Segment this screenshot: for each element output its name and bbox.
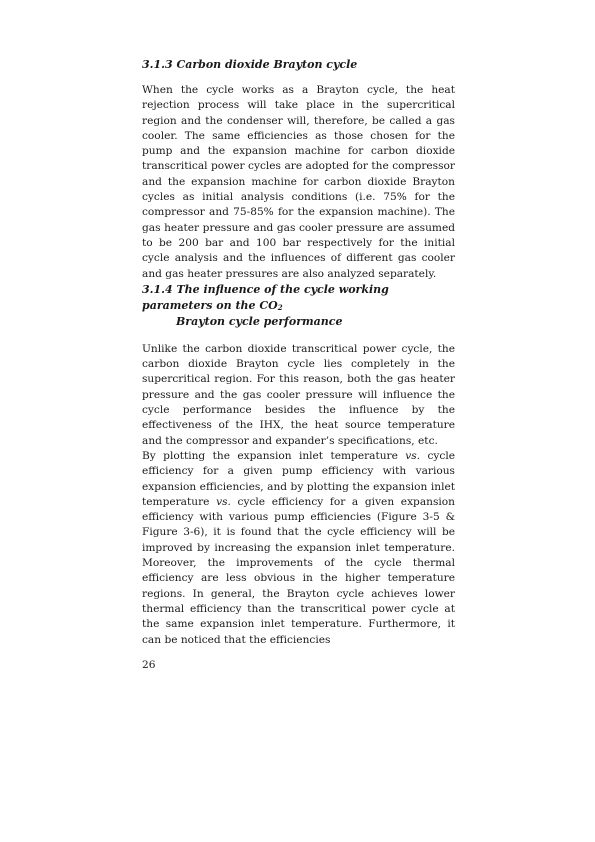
text-run: By plotting the expansion inlet temperature [142, 449, 406, 462]
vs-italic: vs. [216, 495, 231, 508]
paragraph-influence: Unlike the carbon dioxide transcritical power cycle, the carbon dioxide Brayton cycle lies completely in the supercritical region. For this reason, both the gas heater pressure and the gas cooler pressure will influence the cycle performance besides the influence by the effectiveness of the IHX, the heat source temperature and the compressor and expander’s specifications, etc. [142, 342, 455, 447]
section-heading-3-1-3: 3.1.3 Carbon dioxide Brayton cycle [142, 58, 358, 71]
text-run: cycle efficiency for a given expansion efficiency with various pump efficiencies (Figure 3-5 & Figure 3-6), it is found that the cycle efficiency will be improved by increasing the expansion inlet temperature. Moreover, the improvements of the cycle thermal efficiency are less obvious in the higher temperature regions. In general, the Brayton cycle achieves lower thermal efficiency than the transcritical power cycle at the same expansion inlet temperature. Furthermore, it can be noticed that the efficiencies [142, 495, 456, 646]
page-number: 26 [142, 658, 156, 671]
heading-subscript: 2 [277, 302, 283, 312]
vs-italic: vs. [405, 449, 421, 462]
heading-line-2: Brayton cycle performance [176, 314, 343, 328]
paragraph-plotting [142, 449, 455, 648]
text-column [142, 57, 455, 673]
text-run: cycle efficiency for a given pump efficiency with various expansion efficiencies, and by plotting the expansion inlet temperature [142, 449, 455, 508]
heading-text: 3.1.4 The influence of the cycle working parameters on the CO [142, 282, 389, 312]
paragraph-brayton-cycle: When the cycle works as a Brayton cycle, the heat rejection process will take place in the supercritical region and the condenser will, therefore, be called a gas cooler. The same efficiencies as those chosen for the pump and the expansion machine for carbon dioxide transcritical power cycles are adopted for the compressor and the expansion machine for carbon dioxide Brayton cycles as initial analysis conditions (i.e. 75% for the compressor and 75-85% for the expansion machine). The gas heater pressure and gas cooler pressure are assumed to be 200 bar and 100 bar respectively for the initial cycle analysis and the influences of different gas cooler and gas heater pressures are also analyzed separately. [142, 84, 455, 280]
section-heading-3-1-4 [142, 282, 455, 330]
